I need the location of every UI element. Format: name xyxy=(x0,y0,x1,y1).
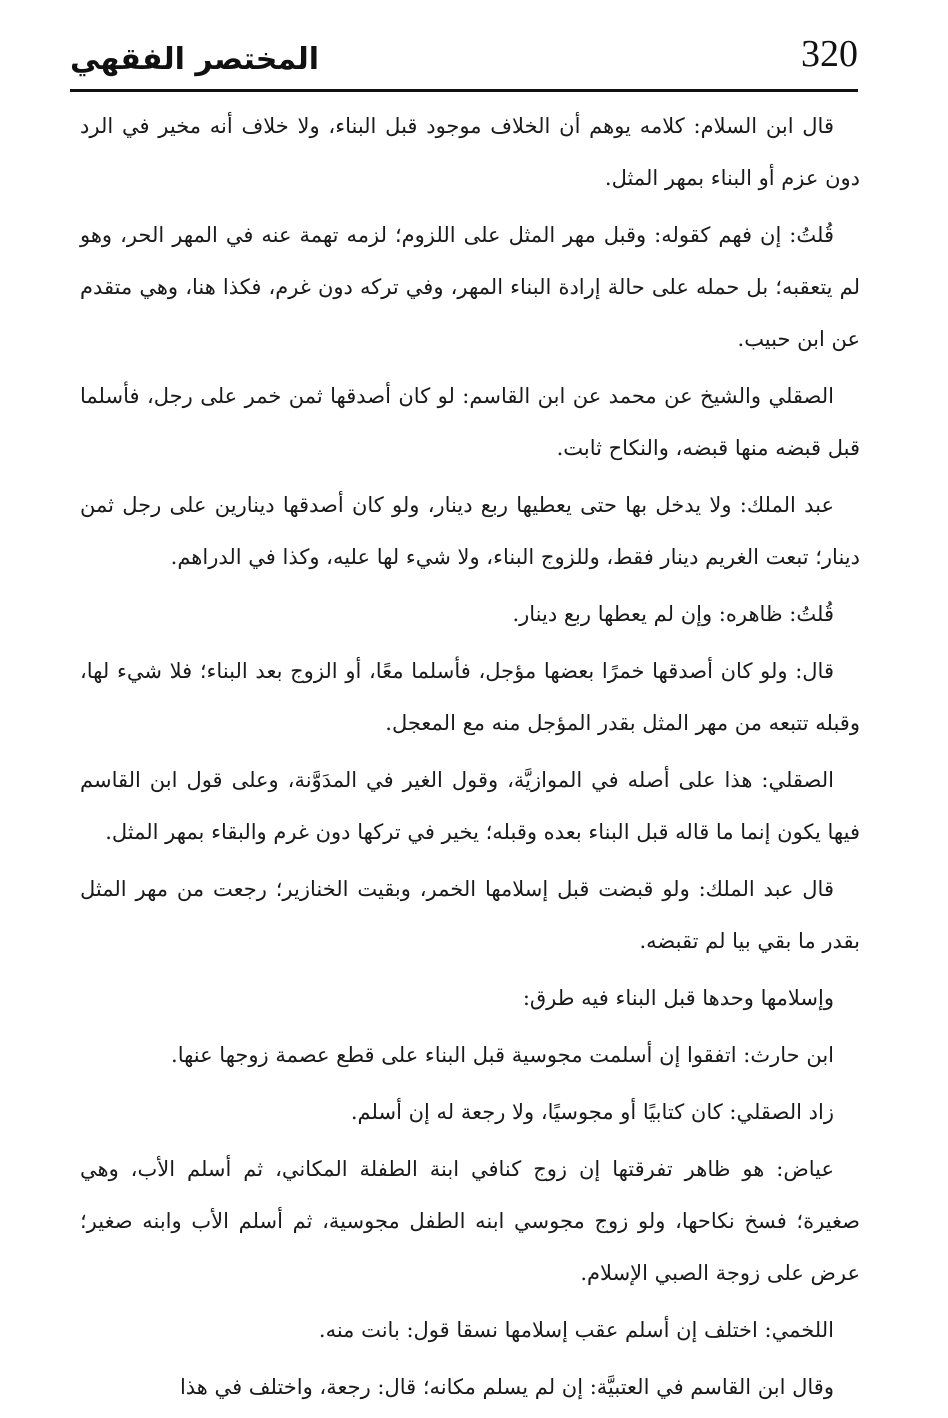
paragraph: قُلتُ: إن فهم كقوله: وقبل مهر المثل على اللزوم؛ لزمه تهمة عنه في المهر الحر، وهو لم يتعقبه؛ بل حمله على حالة إرادة البناء المهر، وفي تركه دون غرم، فكذا هنا، وهي متقدم عن ابن حبيب. xyxy=(80,223,860,351)
paragraph: الصقلي والشيخ عن محمد عن ابن القاسم: لو كان أصدقها ثمن خمر على رجل، فأسلما قبل قبضه منها قبضه، والنكاح ثابت. xyxy=(80,384,860,460)
header-divider xyxy=(70,89,858,92)
paragraph: ابن حارث: اتفقوا إن أسلمت مجوسية قبل البناء على قطع عصمة زوجها عنها. xyxy=(171,1043,834,1067)
paragraph: قال: ولو كان أصدقها خمرًا بعضها مؤجل، فأسلما معًا، أو الزوج بعد البناء؛ فلا شيء لها، وقبله تتبعه من مهر المثل بقدر المؤجل منه مع المعجل. xyxy=(80,659,860,735)
page-header xyxy=(70,28,858,88)
page-number: 320 xyxy=(801,33,858,75)
paragraph: عياض: هو ظاهر تفرقتها إن زوج كنافي ابنة الطفلة المكاني، ثم أسلم الأب، وهي صغيرة؛ فسخ نكاحها، ولو زوج مجوسي ابنه الطفل مجوسية، ثم أسلم الأب وابنه صغير؛ عرض على زوجة الصبي الإسلام. xyxy=(80,1157,860,1285)
paragraph: وإسلامها وحدها قبل البناء فيه طرق: xyxy=(522,986,834,1010)
body-text xyxy=(80,100,860,1418)
paragraph: عبد الملك: ولا يدخل بها حتى يعطيها ربع دينار، ولو كان أصدقها دينارين على رجل ثمن دينار؛ تبعت الغريم دينار فقط، وللزوج البناء، ولا شيء لها عليه، وكذا في الدراهم. xyxy=(80,493,860,569)
paragraph: اللخمي: اختلف إن أسلم عقب إسلامها نسقا قول: بانت منه. xyxy=(318,1318,834,1342)
paragraph: وقال ابن القاسم في العتبيَّة: إن لم يسلم مكانه؛ قال: رجعة، واختلف في هذا xyxy=(179,1375,834,1399)
book-title: المختصر الفقهي xyxy=(70,42,320,77)
paragraph: قال عبد الملك: ولو قبضت قبل إسلامها الخمر، وبقيت الخنازير؛ رجعت من مهر المثل بقدر ما بقي بيا لم تقبضه. xyxy=(80,877,860,953)
paragraph: قال ابن السلام: كلامه يوهم أن الخلاف موجود قبل البناء، ولا خلاف أنه مخير في الرد دون عزم أو البناء بمهر المثل. xyxy=(80,114,860,190)
paragraph: الصقلي: هذا على أصله في الموازيَّة، وقول الغير في المدَوَّنة، وعلى قول ابن القاسم فيها يكون إنما ما قاله قبل البناء بعده وقبله؛ يخير في تركها دون غرم والبقاء بمهر المثل. xyxy=(80,768,860,844)
paragraph: قُلتُ: ظاهره: وإن لم يعطها ربع دينار. xyxy=(512,602,834,626)
paragraph: زاد الصقلي: كان كتابيًا أو مجوسيًا، ولا رجعة له إن أسلم. xyxy=(350,1100,834,1124)
